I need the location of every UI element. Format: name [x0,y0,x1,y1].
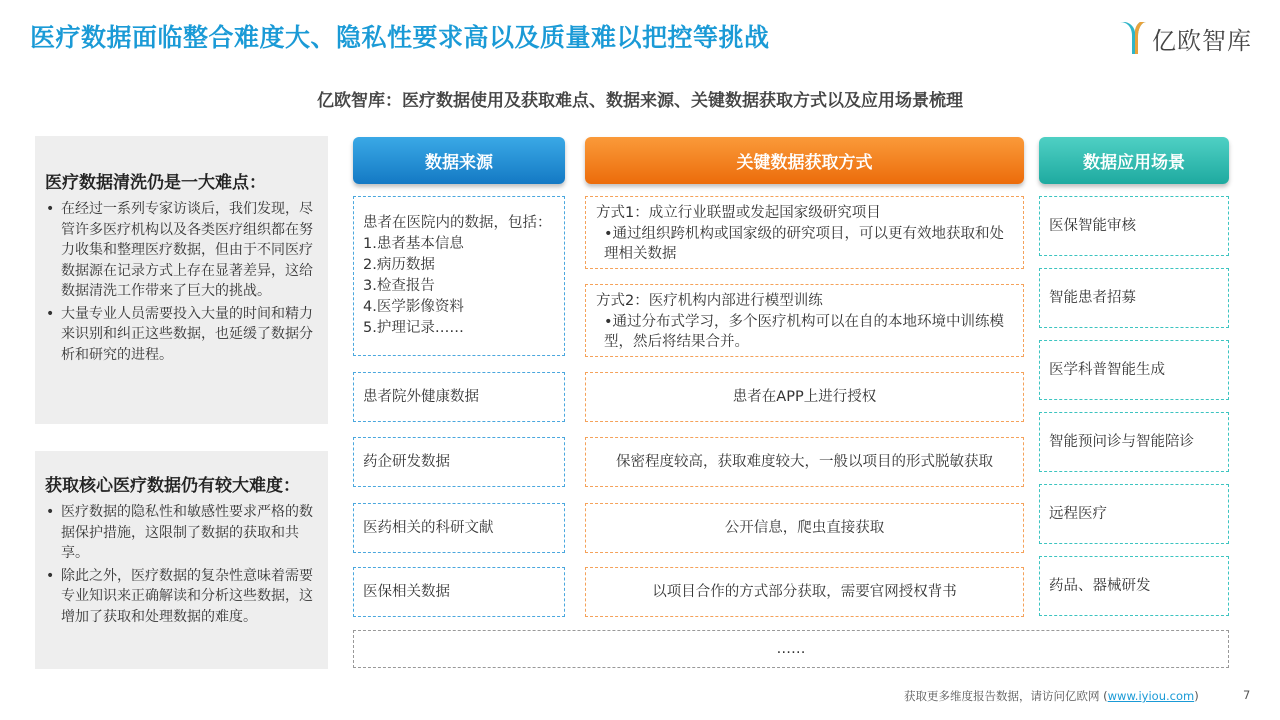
challenge-panel-acquisition [35,451,328,669]
scenario-box: 智能患者招募 [1039,268,1229,328]
logo-mark-icon [1118,20,1148,56]
panel-title: 获取核心医疗数据仍有较大难度： [45,476,300,496]
source-item: 4.医学影像资料 [363,299,464,315]
source-item: 1.患者基本信息 [363,236,464,252]
source-box-hospital [353,196,565,356]
source-box: 患者院外健康数据 [353,372,565,422]
more-row: …… [353,630,1229,668]
column-header-sources: 数据来源 [353,137,565,184]
panel-title: 医疗数据清洗仍是一大难点： [45,173,266,193]
column-header-methods: 关键数据获取方式 [585,137,1024,184]
brand-logo [1118,18,1252,58]
bullet-item: • 大量专业人员需要投入大量的时间和精力来识别和纠正这些数据，也延缓了数据分析和研究的进程。 [45,304,318,366]
scenario-box: 医学科普智能生成 [1039,340,1229,400]
column-header-scenarios: 数据应用场景 [1039,137,1229,184]
scenario-box: 医保智能审核 [1039,196,1229,256]
source-box: 药企研发数据 [353,437,565,487]
bullet-item: • 医疗数据的隐私性和敏感性要求严格的数据保护措施，这限制了数据的获取和共享。 [45,502,318,564]
page-subtitle: 亿欧智库：医疗数据使用及获取难点、数据来源、关键数据获取方式以及应用场景梳理 [317,91,963,111]
footer-note [904,688,1199,704]
bullet-item: • 除此之外，医疗数据的复杂性意味着需要专业知识来正确解读和分析这些数据，这增加了获取和处理数据的难度。 [45,566,318,628]
scenario-box: 智能预问诊与智能陪诊 [1039,412,1229,472]
method-box-alliance [585,196,1024,269]
source-item: 5.护理记录…… [363,320,464,336]
source-box: 医保相关数据 [353,567,565,617]
scenario-box: 药品、器械研发 [1039,556,1229,616]
method-box: 患者在APP上进行授权 [585,372,1024,422]
challenge-panel-cleaning [35,136,328,424]
page-title: 医疗数据面临整合难度大、隐私性要求高以及质量难以把控等挑战 [30,23,770,52]
source-item: 3.检查报告 [363,278,435,294]
method-box: 以项目合作的方式部分获取，需要官网授权背书 [585,567,1024,617]
method-desc: •通过组织跨机构或国家级的研究项目，可以更有效地获取和处理相关数据 [604,226,1005,262]
method-desc: •通过分布式学习，多个医疗机构可以在自的本地环境中训练模型，然后将结果合并。 [604,314,1005,350]
scenario-box: 远程医疗 [1039,484,1229,544]
source-intro: 患者在医院内的数据，包括： [363,215,552,231]
method-title: 方式2：医疗机构内部进行模型训练 [596,293,823,309]
bullet-list [45,502,318,627]
source-box: 医药相关的科研文献 [353,503,565,553]
method-title: 方式1：成立行业联盟或发起国家级研究项目 [596,205,881,221]
bullet-list [45,199,318,365]
method-box: 公开信息，爬虫直接获取 [585,503,1024,553]
footer-text: 获取更多维度报告数据，请访问亿欧网 ( [904,689,1108,703]
method-box-training [585,284,1024,357]
footer-link[interactable]: www.iyiou.com [1107,689,1195,703]
source-item: 2.病历数据 [363,257,435,273]
footer-text-end: ) [1194,689,1199,703]
logo-text: 亿欧智库 [1152,26,1252,55]
method-box: 保密程度较高，获取难度较大，一般以项目的形式脱敏获取 [585,437,1024,487]
bullet-item: • 在经过一系列专家访谈后，我们发现，尽管许多医疗机构以及各类医疗组织都在努力收集和整理医疗数据，但由于不同医疗数据源在记录方式上存在显著差异，这给数据清洗工作带来了巨大的挑战。 [45,199,318,302]
page-number: 7 [1243,688,1251,702]
